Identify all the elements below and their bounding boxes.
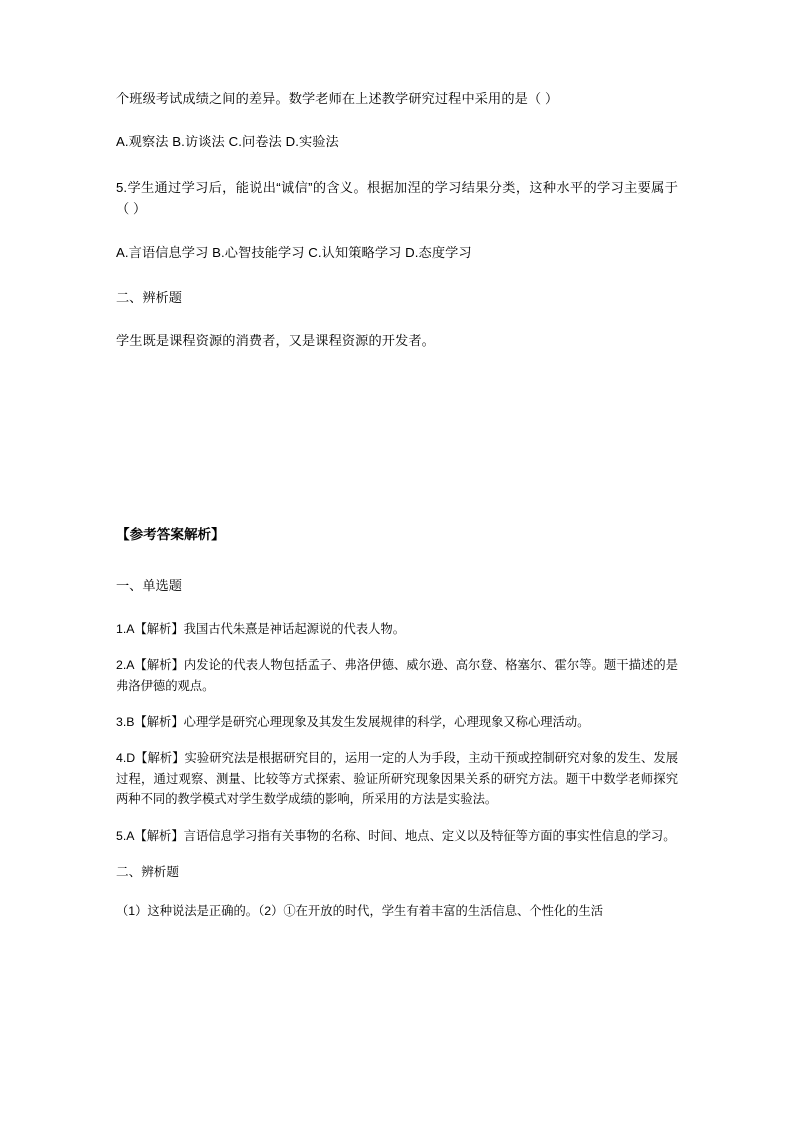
answer-item: 2.A【解析】内发论的代表人物包括孟子、弗洛伊德、威尔逊、高尔登、格塞尔、霍尔等。题干描述的是弗洛伊德的观点。 <box>116 658 678 693</box>
answer-item: 3.B【解析】心理学是研究心理现象及其发生发展规律的科学，心理现象又称心理活动。 <box>116 714 590 729</box>
answer-item: 1.A【解析】我国古代朱熹是神话起源说的代表人物。 <box>116 621 405 636</box>
question-5-options: A.言语信息学习 B.心智技能学习 C.认知策略学习 D.态度学习 <box>116 244 472 260</box>
question-4-options: A.观察法 B.访谈法 C.问卷法 D.实验法 <box>116 134 339 150</box>
question-4-stem-tail: 个班级考试成绩之间的差异。数学老师在上述教学研究过程中采用的是（ ） <box>116 91 559 106</box>
question-5-stem: 5.学生通过学习后，能说出“诚信”的含义。根据加涅的学习结果分类，这种水平的学习主要属于（ ） <box>116 179 678 217</box>
page-spacer <box>116 374 678 524</box>
answers-section-2-label: 二、辨析题 <box>116 865 179 879</box>
answers-section-1-label: 一、单选题 <box>116 578 182 594</box>
answer-item: 4.D【解析】实验研究法是根据研究目的，运用一定的人为手段，主动干预或控制研究对象的发生、发展过程，通过观察、测量、比较等方式探索、验证所研究现象因果关系的研究方法。题干中数学老师探究两种不同的教学模式对学生数学成绩的影响，所采用的方法是实验法。 <box>116 751 678 807</box>
questions-section-2-item: 学生既是课程资源的消费者，又是课程资源的开发者。 <box>116 333 435 349</box>
questions-section-2-label: 二、辨析题 <box>116 289 182 305</box>
answers-title: 【参考答案解析】 <box>116 526 225 542</box>
answer-item: 5.A【解析】言语信息学习指有关事物的名称、时间、地点、定义以及特征等方面的事实性信息的学习。 <box>116 828 676 843</box>
answers-section-2-answer: （1）这种说法是正确的。（2）①在开放的时代，学生有着丰富的生活信息、个性化的生活 <box>116 903 604 918</box>
